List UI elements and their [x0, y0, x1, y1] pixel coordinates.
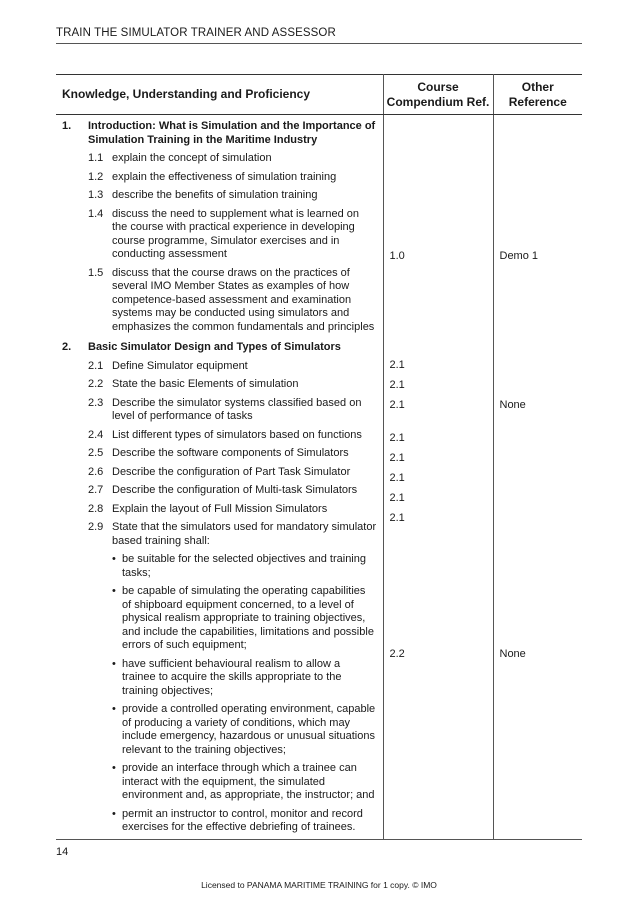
other-ref: None — [499, 648, 526, 660]
list-item: 1.3 describe the benefits of simulation training — [88, 189, 318, 201]
list-item: 1.4 discuss the need to supplement what is learned on the course with practical experience in developing course programme, Simulator exercises and in conducting assessment — [88, 207, 360, 260]
list-item: 2.4 List different types of simulators based on functions — [88, 428, 362, 441]
header-divider — [56, 43, 582, 44]
table-row — [56, 336, 582, 839]
list-item: 2.2 State the basic Elements of simulation — [88, 378, 299, 390]
table-row — [56, 115, 582, 337]
table-header-row — [56, 75, 582, 115]
course-ref: 2.1 — [389, 492, 405, 504]
col-header-knowledge: Knowledge, Understanding and Proficiency — [56, 75, 383, 115]
list-item: 2.6 Describe the configuration of Part Task Simulator — [88, 465, 351, 478]
course-ref: 1.0 — [389, 250, 405, 262]
other-ref: None — [499, 399, 526, 411]
other-ref: Demo 1 — [499, 250, 539, 262]
bullet-item: • permit an instructor to control, monitor and record exercises for the effective debriefing of trainees. — [112, 807, 363, 833]
bullet-item: • have sufficient behavioural realism to allow a trainee to acquire the skills appropriate to the training objectives; — [112, 657, 342, 697]
bullet-item: • be suitable for the selected objectives and training tasks; — [112, 553, 366, 579]
course-ref: 2.1 — [389, 399, 405, 411]
course-ref: 2.1 — [389, 452, 405, 464]
bullet-item: • be capable of simulating the operating capabilities of shipboard equipment concerned, to a level of physical realism appropriate to training objectives, and include the capabilities, limitations and possible errors of such equipment; — [112, 585, 374, 651]
list-item: 2.3 Describe the simulator systems classified based on level of performance of tasks — [88, 396, 362, 422]
running-header: TRAIN THE SIMULATOR TRAINER AND ASSESSOR — [56, 27, 336, 39]
syllabus-table — [56, 74, 582, 840]
section-heading: 2. Basic Simulator Design and Types of Simulators — [62, 341, 341, 353]
course-ref: 2.1 — [389, 512, 405, 524]
list-item: 1.2 explain the effectiveness of simulation training — [88, 170, 337, 183]
list-item: 2.9 State that the simulators used for mandatory simulator based training shall: • be suitable for the selected objectives and training tasks; • be capable of simulating the operating capabilities of shipboard equipment concerned, to a level of physical realism appropriate to training objectives, and include the capabilities, limitations and possible errors of such equipment; • have sufficient behavioural realism to allow a trainee to acquire the skills appropriate to the training objectives; • provide a controlled operating environment, capable of producing a variety of conditions, which may include emergency, hazardous or unusual situations relevant to the training objectives; • provide an interface through which a trainee can interact with the equipment, the simulated environment and, as appropriate, the instructor; and • permit an instructor to control, monitor and record exercises for the effective debriefing of trainees. — [88, 521, 377, 833]
list-item: 1.1 explain the concept of simulation — [88, 152, 272, 164]
list-item: 2.5 Describe the software components of Simulators — [88, 447, 349, 459]
course-ref: 2.1 — [389, 359, 405, 371]
bullet-item: • provide a controlled operating environment, capable of producing a variety of conditions, which may include emergency, hazardous or unusual situations relevant to the training objectives; — [112, 703, 376, 756]
list-item: 1.5 discuss that the course draws on the practices of several IMO Member States as examples of how competence-based assessment and examination systems may be conducted using simulators and emphasizes the common fundamentals and principles — [88, 266, 375, 333]
course-ref: 2.1 — [389, 472, 405, 484]
course-ref: 2.1 — [389, 432, 405, 444]
course-ref: 2.1 — [389, 379, 405, 391]
section-heading: 1. Introduction: What is Simulation and the Importance of Simulation Training in the Maritime Industry — [62, 120, 376, 146]
list-item: 2.8 Explain the layout of Full Mission Simulators — [88, 502, 328, 515]
list-item: 2.1 Define Simulator equipment — [88, 359, 248, 372]
col-header-other-ref: Other Reference — [493, 75, 582, 115]
col-header-course-ref: Course Compendium Ref. — [383, 75, 493, 115]
page-number: 14 — [56, 846, 69, 858]
list-item: 2.7 Describe the configuration of Multi-task Simulators — [88, 484, 358, 496]
bullet-item: • provide an interface through which a trainee can interact with the equipment, the simulated environment and, as appropriate, the instructor; and — [112, 762, 375, 801]
course-ref: 2.2 — [389, 648, 405, 660]
license-footer: Licensed to PANAMA MARITIME TRAINING for 1 copy. © IMO — [201, 880, 437, 890]
